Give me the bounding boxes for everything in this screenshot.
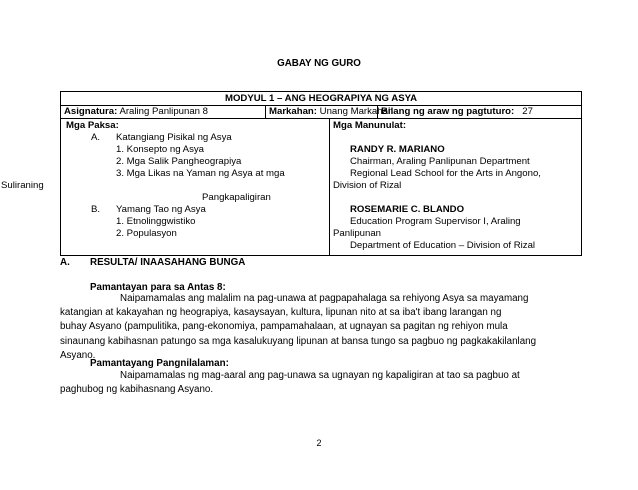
author-2-line-1: Education Program Supervisor I, Araling — [350, 216, 521, 227]
paksa-a-title: Katangiang Pisikal ng Asya — [116, 132, 232, 143]
author-2-line-2: Panlipunan — [333, 228, 382, 239]
paksa-a-item-3-cont-1: Suliraning — [1, 180, 44, 191]
asignatura-cell — [61, 106, 266, 119]
paksa-b-letter: B. — [91, 204, 101, 215]
author-1-line-3: Division of Rizal — [333, 180, 402, 191]
paksa-a-letter: A. — [91, 132, 101, 143]
mga-paksa-cell — [1, 119, 330, 256]
author-1-line-1: Chairman, Araling Panlipunan Department — [350, 156, 530, 167]
markahan-value: Unang Markahan — [319, 106, 394, 117]
asignatura-value: Araling Panlipunan 8 — [119, 106, 208, 117]
markahan-cell — [266, 106, 394, 119]
paksa-b-item-2: 2. Populasyon — [116, 228, 177, 239]
markahan-label: Markahan: — [269, 106, 317, 117]
author-1-name: RANDY R. MARIANO — [350, 144, 445, 155]
araw-label: Bilang ng araw ng pagtuturo: — [381, 106, 515, 117]
paksa-b-title: Yamang Tao ng Asya — [116, 204, 206, 215]
paksa-b-item-1: 1. Etnolinggwistiko — [116, 216, 196, 227]
module-title: MODYUL 1 – ANG HEOGRAPIYA NG ASYA — [61, 92, 582, 106]
pamantayang-pangnilalaman-line-2: paghubog ng kabihasnang Asyano. — [60, 384, 214, 396]
pamantayan-antas-line-1: Naipamamalas ang malalim na pag-unawa at pagpapahalaga sa rehiyong Asya sa mayamang — [120, 293, 529, 304]
pamantayang-pangnilalaman-paragraph — [60, 369, 581, 397]
author-2-line-3: Department of Education – Division of Rizal — [350, 240, 536, 251]
document-title: GABAY NG GURO — [277, 58, 361, 69]
module-info-table — [1, 91, 582, 256]
pamantayang-pangnilalaman-line-1: Naipamamalas ng mag-aaral ang pag-unawa sa ugnayan ng kapaligiran at tao sa pagbuo at — [120, 370, 520, 381]
pamantayan-antas-paragraph — [60, 292, 581, 363]
section-a-letter: A. — [60, 257, 70, 268]
pamantayan-antas-line-2: katangian at kakayahan ng heograpiya, kasaysayan, kultura, lipunan nito at sa iba't ibang larangan ng — [60, 307, 502, 319]
author-2-name: ROSEMARIE C. BLANDO — [350, 204, 465, 215]
paksa-a-item-1: 1. Konsepto ng Asya — [116, 144, 205, 155]
pamantayang-pangnilalaman-heading: Pamantayang Pangnilalaman: — [90, 358, 229, 369]
asignatura-label: Asignatura: — [64, 106, 118, 117]
pamantayan-antas-line-5: Asyano. — [60, 349, 96, 361]
pamantayan-antas-line-4: sinaunang kabihasnan patungo sa mga kasalukuyang lipunan at bansa tungo sa pagbuo ng pagkakakilanlang — [60, 335, 537, 347]
paksa-a-item-3-cont-2: Pangkapaligiran — [202, 192, 271, 203]
araw-cell — [378, 106, 582, 119]
mga-manunulat-cell — [330, 119, 582, 256]
pamantayan-antas-line-3: buhay Asyano (pampulitika, pang-ekonomiya, pampamahalaan, at ugnayan sa pagitan ng rehiyon mula — [60, 321, 508, 333]
section-a-title: RESULTA/ INAASAHANG BUNGA — [90, 257, 246, 268]
pamantayan-antas-heading: Pamantayan para sa Antas 8: — [90, 282, 226, 293]
mga-paksa-label: Mga Paksa: — [66, 120, 119, 131]
paksa-a-item-2: 2. Mga Salik Pangheograpiya — [116, 156, 242, 167]
author-1-line-2: Regional Lead School for the Arts in Angono, — [350, 168, 541, 179]
paksa-a-item-3: 3. Mga Likas na Yaman ng Asya at mga — [116, 168, 285, 179]
mga-manunulat-label: Mga Manunulat: — [333, 120, 407, 131]
araw-value: 27 — [522, 106, 533, 117]
page-number: 2 — [316, 438, 322, 448]
